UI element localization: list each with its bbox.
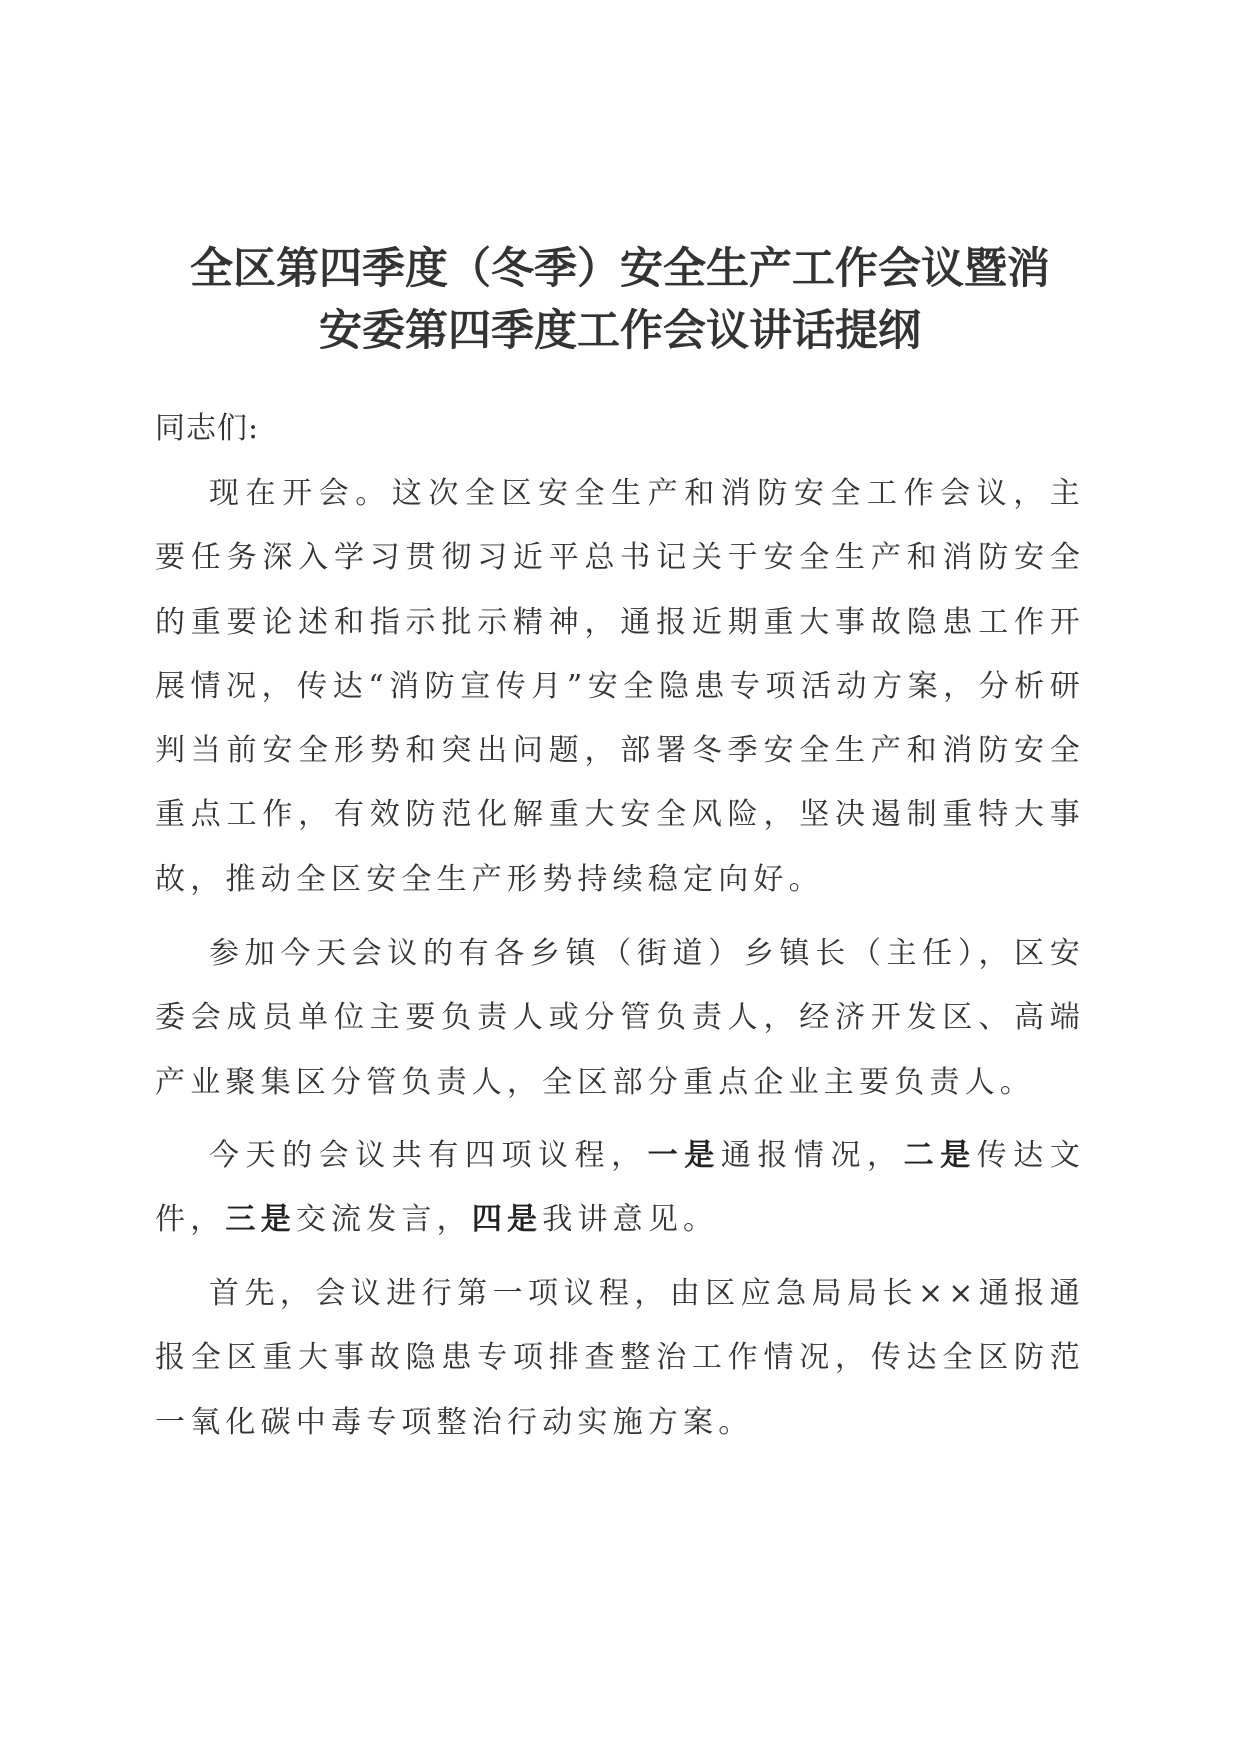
salutation: 同志们: (155, 411, 260, 446)
title-line-1: 全区第四季度（冬季）安全生产工作会议暨消 (190, 244, 1050, 294)
agenda-paragraph (155, 1124, 1085, 1253)
agenda-item3-label: 三是 (225, 1202, 296, 1238)
document-title (150, 238, 1090, 362)
agenda-item1-label: 一是 (647, 1138, 721, 1173)
attendees-paragraph: 参加今天会议的有各乡镇（街道）乡镇长（主任），区安委会成员单位主要负责人或分管负责人，经济开发区、高端产业聚集区分管负责人，全区部分重点企业主要负责人。 (155, 936, 1085, 1100)
agenda-item1-text: 通报情况， (720, 1138, 904, 1173)
agenda-item2-text: 传达文件， (155, 1138, 1086, 1238)
agenda-intro: 今天的会议共有四项议程， (209, 1138, 648, 1173)
agenda-item3-text: 交流发言， (295, 1202, 472, 1238)
agenda-item2-label: 二是 (903, 1138, 977, 1173)
agenda-item4-label: 四是 (471, 1202, 543, 1238)
first-item-paragraph: 首先，会议进行第一项议程，由区应急局局长××通报通报全区重大事故隐患专项排查整治工作情况，传达全区防范一氧化碳中毒专项整治行动实施方案。 (155, 1276, 1085, 1440)
opening-paragraph: 现在开会。这次全区安全生产和消防安全工作会议，主要任务深入学习贯彻习近平总书记关于安全生产和消防安全的重要论述和指示批示精神，通报近期重大事故隐患工作开展情况，传达“消防宣传月”安全隐患专项活动方案，分析研判当前安全形势和突出问题，部署冬季安全生产和消防安全重点工作，有效防范化解重大安全风险，坚决遏制重特大事故，推动全区安全生产形势持续稳定向好。 (155, 476, 1085, 897)
agenda-item4-text: 我讲意见。 (542, 1202, 719, 1238)
title-line-2: 安委第四季度工作会议讲话提纲 (319, 306, 921, 356)
